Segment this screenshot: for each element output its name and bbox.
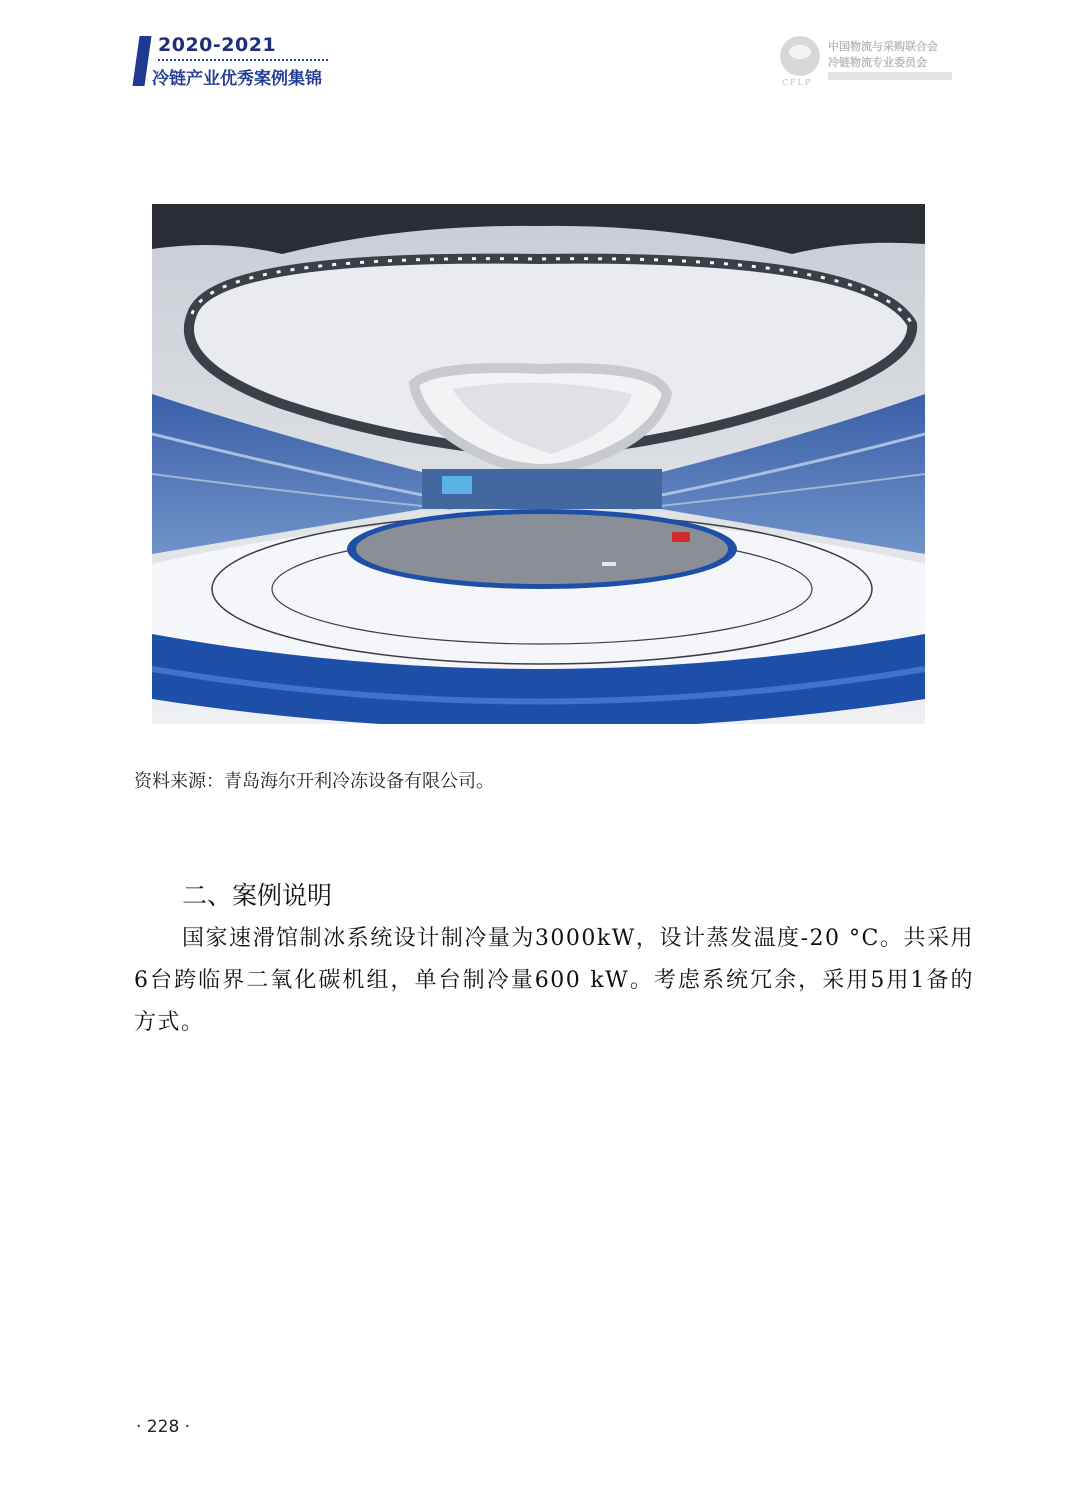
logo-org-name: 中国物流与采购联合会 xyxy=(828,40,938,53)
case-description-paragraph: 国家速滑馆制冰系统设计制冷量为3000kW，设计蒸发温度-20 °C。共采用6台跨临界二氧化碳机组，单台制冷量600 kW。考虑系统冗余，采用5用1备的方式。 xyxy=(134,926,974,1035)
page-number: · 228 · xyxy=(136,1417,191,1437)
logo-subtitle-band xyxy=(828,72,952,80)
header-divider xyxy=(158,59,328,61)
header-title: 冷链产业优秀案例集锦 xyxy=(152,69,322,89)
header-accent-bar xyxy=(132,36,151,86)
logo-abbreviation: CFLP xyxy=(782,78,813,87)
section-heading: 二、案例说明 xyxy=(182,881,333,910)
header-year: 2020-2021 xyxy=(158,34,277,56)
logo-committee-name: 冷链物流专业委员会 xyxy=(828,56,927,69)
figure-source-caption: 资料来源：青岛海尔开利冷冻设备有限公司。 xyxy=(134,771,494,792)
publisher-logo xyxy=(780,34,955,86)
speed-skating-oval-photo xyxy=(152,204,925,724)
logo-emblem-icon xyxy=(780,36,820,76)
